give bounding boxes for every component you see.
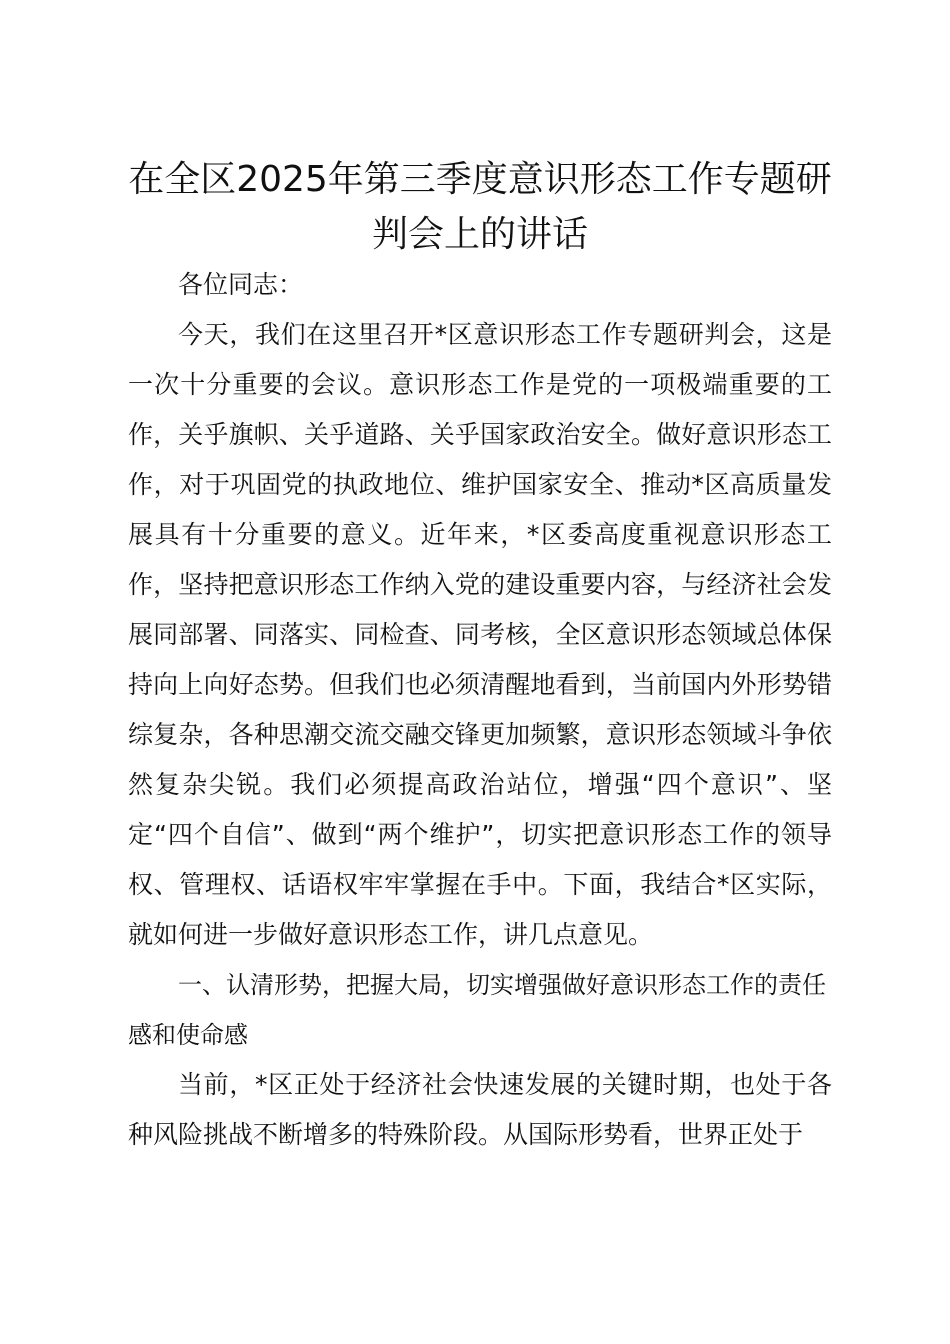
intro-paragraph: 今天，我们在这里召开*区意识形态工作专题研判会，这是一次十分重要的会议。意识形态工作是党的一项极端重要的工作，关乎旗帜、关乎道路、关乎国家政治安全。做好意识形态工作，对于巩固党的执政地位、维护国家安全、推动*区高质量发展具有十分重要的意义。近年来，*区委高度重视意识形态工作，坚持把意识形态工作纳入党的建设重要内容，与经济社会发展同部署、同落实、同检查、同考核，全区意识形态领域总体保持向上向好态势。但我们也必须清醒地看到，当前国内外形势错综复杂，各种思潮交流交融交锋更加频繁，意识形态领域斗争依然复杂尖锐。我们必须提高政治站位，增强“四个意识”、坚定“四个自信”、做到“两个维护”，切实把意识形态工作的领导权、管理权、话语权牢牢掌握在手中。下面，我结合*区实际，就如何进一步做好意识形态工作，讲几点意见。 <box>128 320 832 949</box>
section-paragraph: 当前，*区正处于经济社会快速发展的关键时期，也处于各种风险挑战不断增多的特殊阶段。从国际形势看，世界正处于 <box>128 1070 832 1149</box>
section-heading: 一、认清形势，把握大局，切实增强做好意识形态工作的责任感和使命感 <box>128 971 826 1049</box>
document-title: 在全区2025年第三季度意识形态工作专题研判会上的讲话 <box>128 159 832 255</box>
salutation: 各位同志： <box>178 270 304 299</box>
document-body <box>128 152 832 1160</box>
